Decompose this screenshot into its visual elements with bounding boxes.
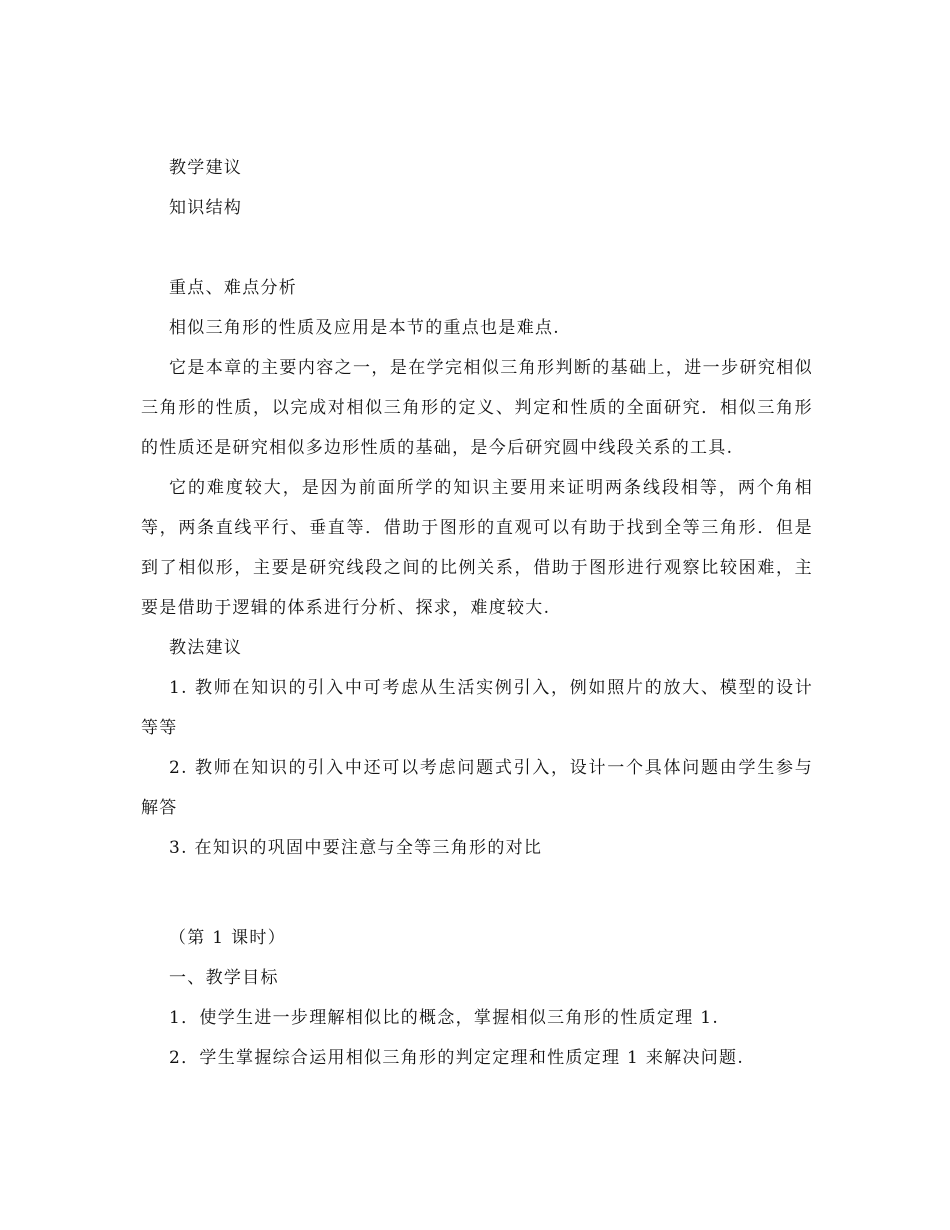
paragraph-key-point: 相似三角形的性质及应用是本节的重点也是难点. (169, 318, 561, 338)
heading-teaching-method: 教法建议 (169, 638, 243, 658)
lesson-label: （第 1 课时） (169, 928, 287, 948)
heading-key-difficult-points: 重点、难点分析 (169, 278, 298, 298)
list-item-method-1: 1. 教师在知识的引入中可考虑从生活实例引入，例如照片的放大、模型的设计等等 (141, 678, 813, 738)
blank-line (141, 228, 813, 268)
list-item-method-2: 2. 教师在知识的引入中还可以考虑问题式引入，设计一个具体问题由学生参与解答 (141, 758, 813, 818)
heading-teaching-objectives: 一、教学目标 (169, 968, 279, 988)
list-item-objective-2: 2．学生掌握综合运用相似三角形的判定定理和性质定理 1 来解决问题. (169, 1048, 745, 1068)
list-item-method-3: 3. 在知识的巩固中要注意与全等三角形的对比 (169, 838, 543, 858)
paragraph-difficulty: 它的难度较大，是因为前面所学的知识主要用来证明两条线段相等，两个角相等，两条直线平行、垂直等．借助于图形的直观可以有助于找到全等三角形．但是到了相似形，主要是研究线段之间的比例关系，借助于图形进行观察比较困难，主要是借助于逻辑的体系进行分析、探求，难度较大. (141, 478, 813, 618)
paragraph-chapter-content: 它是本章的主要内容之一，是在学完相似三角形判断的基础上，进一步研究相似三角形的性质，以完成对相似三角形的定义、判定和性质的全面研究．相似三角形的性质还是研究相似多边形性质的基础，是今后研究圆中线段关系的工具. (141, 358, 813, 458)
heading-knowledge-structure: 知识结构 (169, 198, 243, 218)
blank-line (141, 868, 813, 918)
document-body (141, 148, 813, 1078)
heading-teaching-suggestions: 教学建议 (169, 158, 243, 178)
list-item-objective-1: 1．使学生进一步理解相似比的概念，掌握相似三角形的性质定理 1. (169, 1008, 720, 1028)
